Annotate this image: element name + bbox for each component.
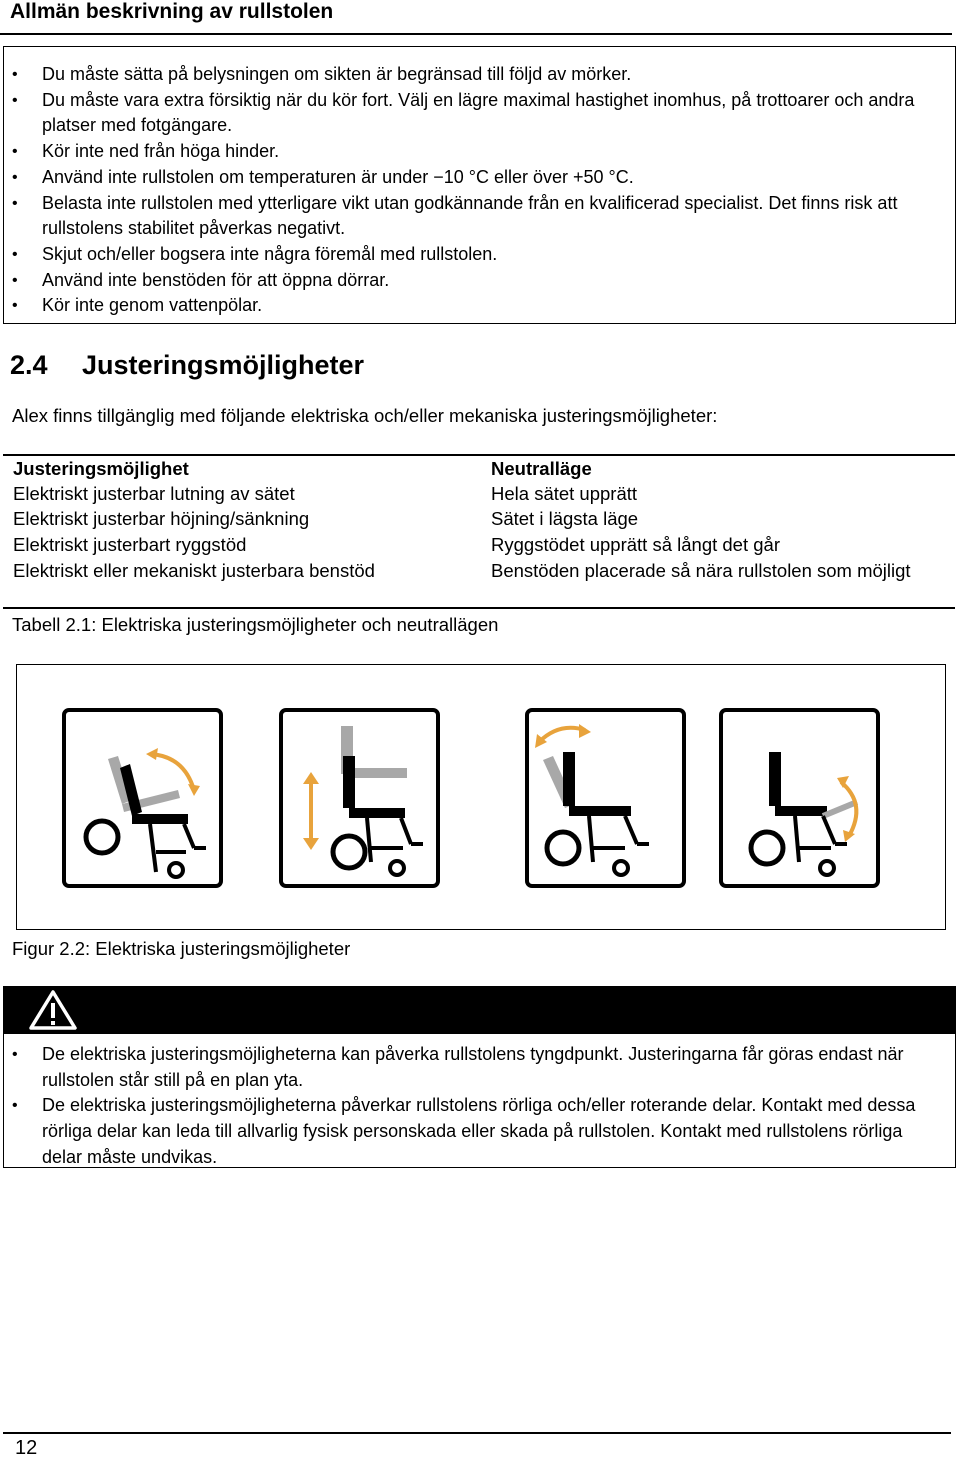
section-intro: Alex finns tillgänglig med följande elektriska och/eller mekaniska justeringsmöjligheter:	[12, 405, 718, 426]
figure-caption: Figur 2.2: Elektriska justeringsmöjligheter	[12, 938, 351, 959]
backrest-recline-icon	[525, 708, 686, 888]
table-cell: Hela sätet upprätt	[491, 483, 638, 504]
seat-lift-icon	[279, 708, 440, 888]
list-item: • De elektriska justeringsmöjligheterna påverkar rullstolens rörliga och/eller roterande delar. Kontakt med dessa rörliga delar kan leda till allvarlig fysisk personskada eller skada på rullstolen. Kontakt med rullstolens rörliga delar måste undvikas.	[12, 1095, 916, 1167]
seat-tilt-icon	[62, 708, 223, 888]
figure-box	[16, 664, 946, 930]
warning-list	[4, 62, 945, 319]
table-header-cell: Justeringsmöjlighet	[13, 458, 189, 479]
list-item: • De elektriska justeringsmöjligheterna kan påverka rullstolens tyngdpunkt. Justeringarna får göras endast när rullstolen står still på en plan yta.	[12, 1044, 904, 1090]
list-item: • Du måste vara extra försiktig när du kör fort. Välj en lägre maximal hastighet inomhus, på trottoarer och andra platser med fotgängare.	[12, 89, 915, 136]
section-title: Justeringsmöjligheter	[82, 350, 365, 380]
warning-list	[4, 1042, 945, 1171]
list-item: • Du måste sätta på belysningen om sikten är begränsad till följd av mörker.	[4, 62, 945, 88]
legrest-adjust-icon	[719, 708, 880, 888]
table-cell: Elektriskt justerbar lutning av sätet	[13, 483, 295, 504]
table-caption: Tabell 2.1: Elektriska justeringsmöjligheter och neutrallägen	[12, 614, 499, 635]
warning-bar	[3, 986, 956, 1034]
table-cell: Ryggstödet upprätt så långt det går	[491, 534, 780, 555]
list-item: • Använd inte rullstolen om temperaturen är under −10 °C eller över +50 °C.	[4, 165, 945, 191]
list-item: • Belasta inte rullstolen med ytterligare vikt utan godkännande från en kvalificerad specialist. Det finns risk att rullstolens stabilitet påverkas negativt.	[12, 192, 898, 239]
bullet-icon: •	[12, 1046, 18, 1063]
bullet-icon: •	[12, 91, 18, 109]
warning-box	[3, 1034, 956, 1168]
bullet-icon: •	[12, 66, 18, 83]
section-heading	[10, 350, 364, 381]
header-rule	[0, 33, 952, 35]
bullet-icon: •	[12, 245, 18, 263]
list-item: • Kör inte ned från höga hinder.	[4, 139, 945, 165]
bullet-icon: •	[12, 1097, 18, 1115]
footer-rule	[3, 1432, 951, 1434]
page-number: 12	[15, 1437, 38, 1459]
list-item: • Använd inte benstöden för att öppna dörrar.	[4, 268, 945, 294]
table-cell: Sätet i lägsta läge	[491, 508, 639, 529]
table-cell: Elektriskt justerbar höjning/sänkning	[13, 508, 310, 529]
table-header-cell: Neutralläge	[491, 458, 592, 479]
bullet-icon: •	[12, 271, 18, 289]
page-header-title: Allmän beskrivning av rullstolen	[10, 0, 334, 23]
list-item: • Skjut och/eller bogsera inte några föremål med rullstolen.	[4, 242, 945, 268]
table-rule-bottom	[3, 607, 955, 609]
bullet-icon: •	[12, 168, 18, 186]
section-number: 2.4	[10, 350, 48, 380]
table-cell: Benstöden placerade så nära rullstolen som möjligt	[491, 560, 911, 581]
warning-box	[3, 46, 956, 324]
table-cell: Elektriskt eller mekaniskt justerbara benstöd	[13, 560, 375, 581]
warning-triangle-icon	[28, 989, 78, 1031]
bullet-icon: •	[12, 143, 18, 161]
bullet-icon: •	[12, 194, 18, 212]
bullet-icon: •	[12, 297, 18, 315]
table-cell: Elektriskt justerbart ryggstöd	[13, 534, 247, 555]
list-item: • Kör inte genom vattenpölar.	[4, 293, 945, 319]
